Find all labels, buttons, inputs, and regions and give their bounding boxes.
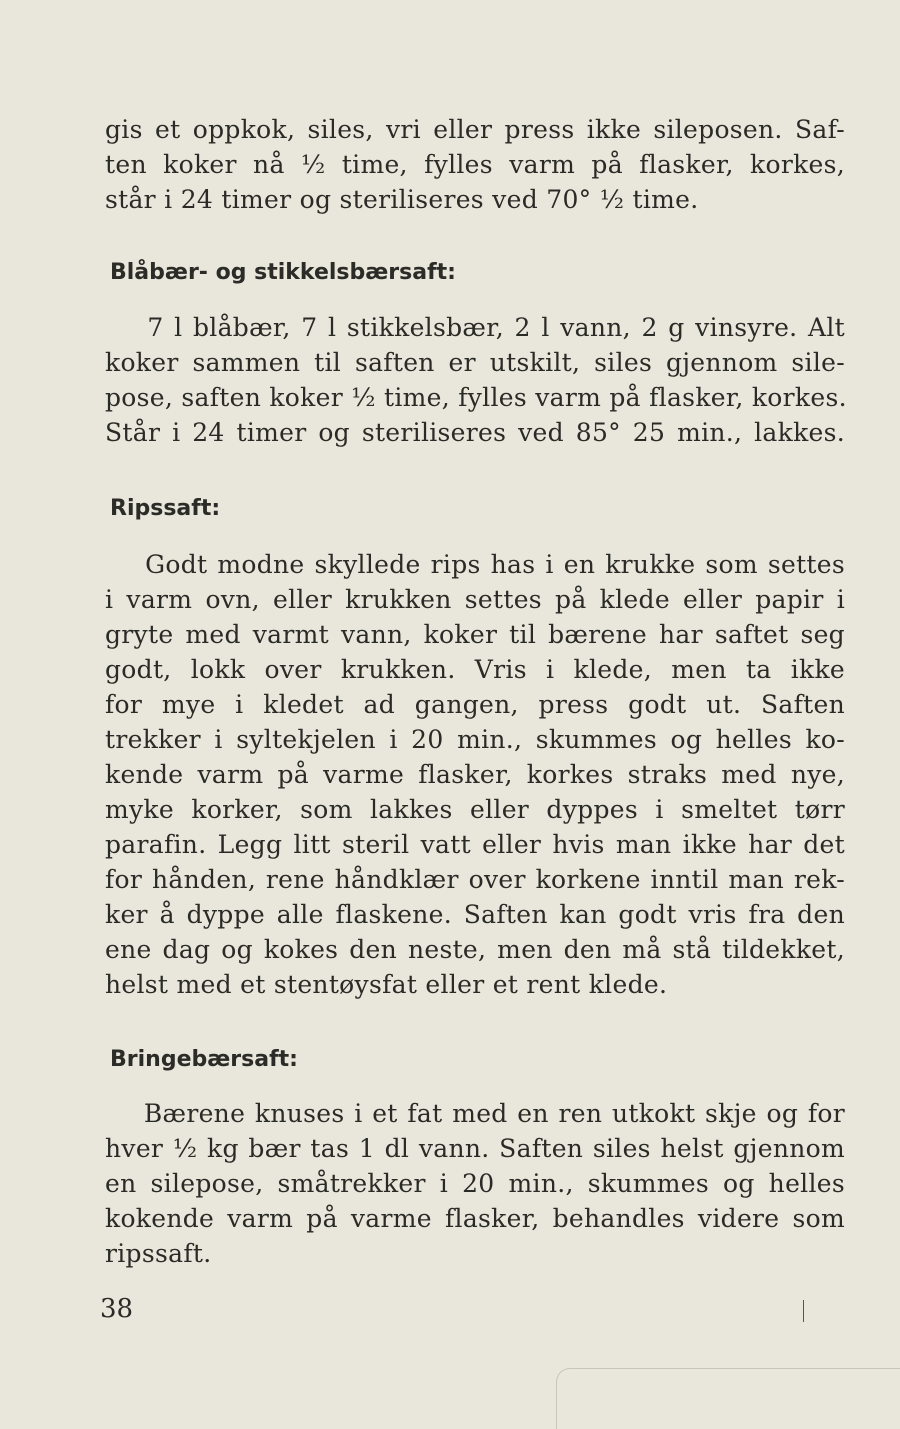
- text-line: gis et oppkok, siles, vri eller press ikke sileposen. Saf-: [105, 115, 845, 144]
- paragraph-bringebaer: [105, 1096, 845, 1271]
- text-line: parafin. Legg litt steril vatt eller hvis man ikke har det: [105, 830, 845, 859]
- text-line: kende varm på varme flasker, korkes straks med nye,: [105, 760, 845, 789]
- text-line: ker å dyppe alle flaskene. Saften kan godt vris fra den: [105, 900, 845, 929]
- text-line: ten koker nå ½ time, fylles varm på flasker, korkes,: [105, 150, 845, 179]
- text-line: i varm ovn, eller krukken settes på klede eller papir i: [105, 585, 845, 614]
- text-line: Står i 24 timer og steriliseres ved 85° 25 min., lakkes.: [105, 418, 845, 447]
- text-line: Bærene knuses i et fat med en ren utkokt skje og for: [105, 1099, 845, 1128]
- heading-bringebaersaft: Bringebærsaft:: [110, 1047, 298, 1072]
- text-line: gryte med varmt vann, koker til bærene har saftet seg: [105, 620, 845, 649]
- paragraph-intro: [105, 112, 845, 217]
- text-line: kokende varm på varme flasker, behandles videre som: [105, 1204, 845, 1233]
- text-line: koker sammen til saften er utskilt, siles gjennom sile-: [105, 348, 845, 377]
- text-line: godt, lokk over krukken. Vris i klede, men ta ikke: [105, 655, 845, 684]
- print-mark: [803, 1300, 804, 1322]
- heading-ripssaft: Ripssaft:: [110, 496, 221, 521]
- page-corner-edge: [556, 1368, 900, 1429]
- page-number: 38: [100, 1294, 134, 1324]
- text-line: står i 24 timer og steriliseres ved 70° ½ time.: [105, 185, 699, 214]
- text-line: myke korker, som lakkes eller dyppes i smeltet tørr: [105, 795, 845, 824]
- text-line: for mye i kledet ad gangen, press godt ut. Saften: [105, 690, 845, 719]
- heading-blabaer-stikkelsbaersaft: Blåbær- og stikkelsbærsaft:: [110, 260, 456, 285]
- text-line: helst med et stentøysfat eller et rent klede.: [105, 970, 668, 999]
- text-line: for hånden, rene håndklær over korkene inntil man rek-: [105, 865, 845, 894]
- text-line: hver ½ kg bær tas 1 dl vann. Saften siles helst gjennom: [105, 1134, 845, 1163]
- text-line: trekker i syltekjelen i 20 min., skummes og helles ko-: [105, 725, 845, 754]
- paragraph-ripssaft: [105, 547, 845, 1002]
- text-line: 7 l blåbær, 7 l stikkelsbær, 2 l vann, 2 g vinsyre. Alt: [105, 313, 845, 342]
- text-line: ene dag og kokes den neste, men den må stå tildekket,: [105, 935, 845, 964]
- text-line: pose, saften koker ½ time, fylles varm på flasker, korkes.: [105, 383, 847, 412]
- text-line: ripssaft.: [105, 1239, 212, 1268]
- text-line: en silepose, småtrekker i 20 min., skummes og helles: [105, 1169, 845, 1198]
- text-line: Godt modne skyllede rips has i en krukke som settes: [105, 550, 845, 579]
- paragraph-blabaer: [105, 310, 845, 450]
